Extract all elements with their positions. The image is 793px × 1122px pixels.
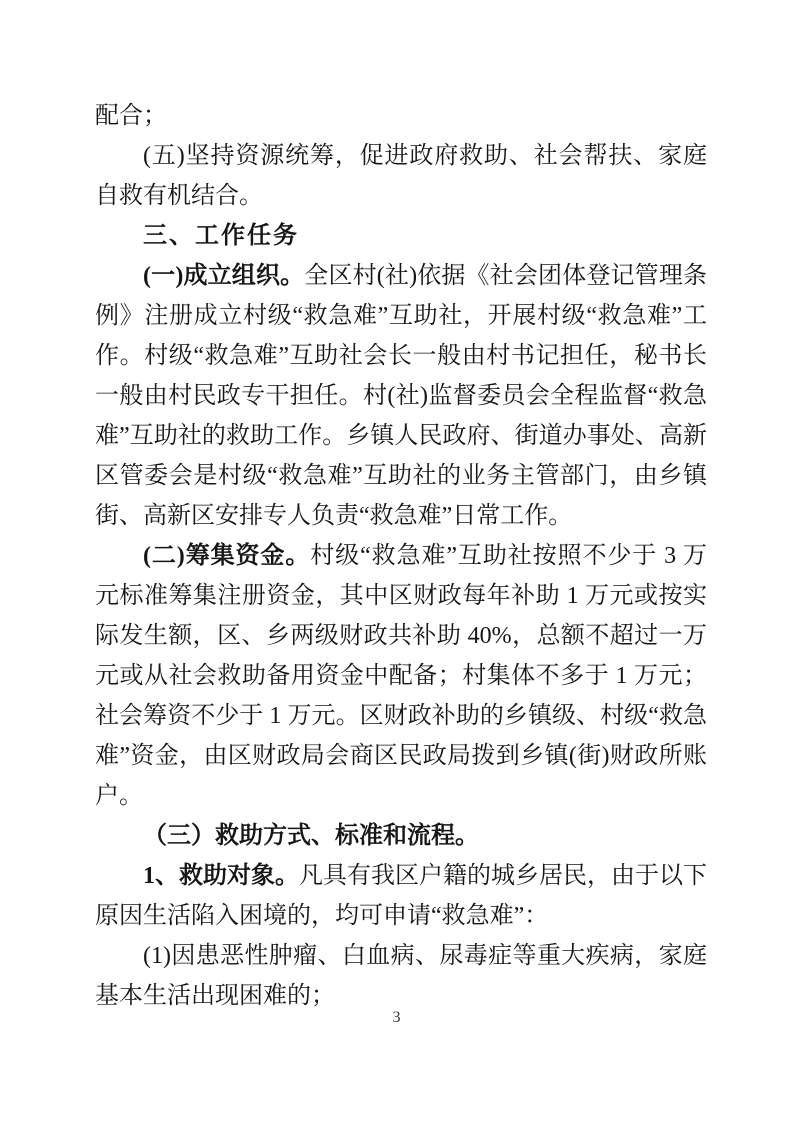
paragraph-raise-funds bbox=[95, 536, 707, 816]
paragraph-establish-organization bbox=[95, 256, 707, 536]
subsection-heading-assistance-methods bbox=[95, 816, 707, 856]
paragraph-text: (1)因患恶性肿瘤、白血病、尿毒症等重大疾病，家庭基本生活出现困难的； bbox=[95, 943, 707, 1009]
section-heading-work-tasks bbox=[95, 216, 707, 256]
paragraph-text: 村级“救急难”互助社按照不少于 3 万元标准筹集注册资金，其中区财政每年补助 1 万元或按实际发生额，区、乡两级财政共补助 40%，总额不超过一万元或从社会救助备用资金中配备；村集体不多于 1 万元；社会筹资不少于 1 万元。区财政补助的乡镇级、村级“救急难”资金，由区财政局会商区民政局拨到乡镇(街)财政所账户。 bbox=[95, 543, 707, 809]
paragraph-condition-1 bbox=[95, 936, 707, 1016]
paragraph-continuation bbox=[95, 96, 707, 136]
paragraph-lead: 1、救助对象。 bbox=[143, 863, 299, 889]
paragraph-text: 凡具有我区户籍的城乡居民，由于以下原因生活陷入困境的，均可申请“救急难”： bbox=[95, 863, 707, 929]
paragraph-lead: (一)成立组织。 bbox=[143, 263, 305, 289]
subsection-heading-text: （三）救助方式、标准和流程。 bbox=[143, 823, 479, 849]
page-footer bbox=[0, 1008, 793, 1028]
document-body bbox=[95, 96, 707, 1016]
page-number: 3 bbox=[392, 1009, 401, 1026]
paragraph-text: 全区村(社)依据《社会团体登记管理条例》注册成立村级“救急难”互助社，开展村级“救急难”工作。村级“救急难”互助社会长一般由村书记担任，秘书长一般由村民政专干担任。村(社)监督委员会全程监督“救急难”互助社的救助工作。乡镇人民政府、街道办事处、高新区管委会是村级“救急难”互助社的业务主管部门，由乡镇街、高新区安排专人负责“救急难”日常工作。 bbox=[95, 263, 708, 529]
paragraph-assistance-targets bbox=[95, 856, 707, 936]
paragraph-text: (五)坚持资源统筹，促进政府救助、社会帮扶、家庭自救有机结合。 bbox=[95, 143, 707, 209]
paragraph-lead: (二)筹集资金。 bbox=[143, 543, 311, 569]
section-heading-text: 三、工作任务 bbox=[143, 222, 299, 249]
paragraph-text: 配合； bbox=[95, 103, 167, 129]
paragraph-item-5 bbox=[95, 136, 707, 216]
